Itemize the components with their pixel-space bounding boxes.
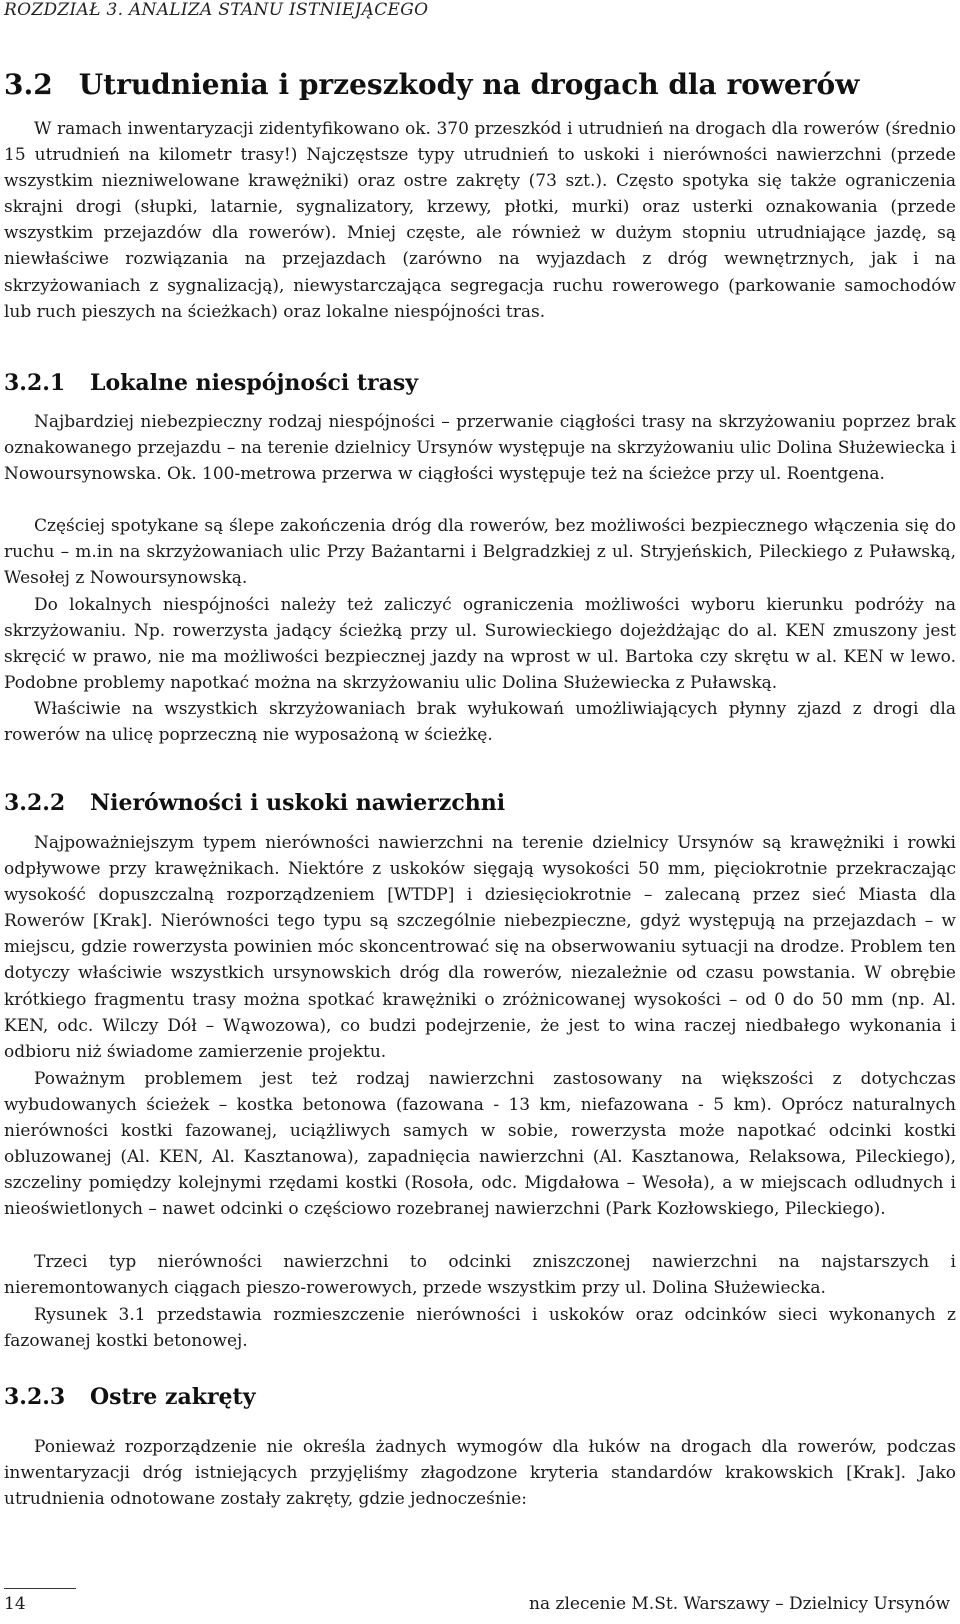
subsection-heading-lokalne	[4, 370, 418, 396]
page-number: 14	[4, 1594, 26, 1614]
subsection-title: Ostre zakręty	[90, 1384, 256, 1410]
intro-paragraph: W ramach inwentaryzacji zidentyfikowano ok. 370 przeszkód i utrudnień na drogach dla rowerów (średnio 15 utrudnień na kilometr trasy!) Najczęstsze typy utrudnień to uskoki i nierówności nawierzchni (przede wszystkim niezniwelowane krawężniki) oraz ostre zakręty (73 szt.). Często spotyka się także ograniczenia skrajni drogi (słupki, latarnie, sygnalizatory, krzewy, płotki, murki) oraz usterki oznakowania (przede wszystkim przejazdów dla rowerów). Mniej częste, ale również w dużym stopniu utrudniające jazdę, są niewłaściwe rozwiązania na przejazdach (zarówno na wyjazdach z dróg wewnętrznych, jak i na skrzyżowaniach z sygnalizacją), niewystarczająca segregacja ruchu rowerowego (parkowanie samochodów lub ruch pieszych na ścieżkach) oraz lokalne niespójności tras.	[4, 119, 956, 322]
paragraph: Najpoważniejszym typem nierówności nawierzchni na terenie dzielnicy Ursynów są krawężniki i rowki odpływowe przy krawężnikach. Niektóre z uskoków sięgają wysokości 50 mm, pięciokrotnie przekraczając wysokość dopuszczalną rozporządzeniem [WTDP] i dziesięciokrotnie – zalecaną przez sieć Miasta dla Rowerów [Krak]. Nierówności tego typu są szczególnie niebezpieczne, gdyż występują na przejazdach – w miejscu, gdzie rowerzysta powinien móc skoncentrować się na obserwowaniu sytuacji na drodze. Problem ten dotyczy właściwie wszystkich ursynowskich dróg dla rowerów, niezależnie od czasu powstania. W obrębie krótkiego fragmentu trasy można spotkać krawężniki o zróżnicowanej wysokości – od 0 do 50 mm (np. Al. KEN, odc. Wilczy Dół – Wąwozowa), co budzi podejrzenie, że jest to wina raczej niedbałego wykonania i odbioru niż świadome zamierzenie projektu.	[4, 833, 956, 1062]
subsection-title: Nierówności i uskoki nawierzchni	[90, 790, 506, 816]
footer-text: na zlecenie M.St. Warszawy – Dzielnicy Ursynów	[529, 1594, 950, 1614]
subsection-number: 3.2.2	[4, 790, 66, 816]
subsection-number: 3.2.3	[4, 1384, 66, 1410]
section-title: Utrudnienia i przeszkody na drogach dla rowerów	[78, 68, 860, 101]
paragraph: Poważnym problemem jest też rodzaj nawierzchni zastosowany na większości z dotychczas wybudowanych ścieżek – kostka betonowa (fazowana - 13 km, niefazowana - 5 km). Oprócz naturalnych nierówności kostki fazowanej, uciążliwych samych w sobie, rowerzysta może napotkać odcinki kostki obluzowanej (Al. KEN, Al. Kasztanowa), zapadnięcia nawierzchni (Al. Kasztanowa, Relaksowa, Pileckiego), szczeliny pomiędzy kolejnymi rzędami kostki (Rosoła, odc. Migdałowa – Wesoła), a w miejscach odludnych i nieoświetlonych – nawet odcinki o częściowo rozebranej nawierzchni (Park Kozłowskiego, Pileckiego).	[4, 1069, 956, 1220]
paragraph: Najbardziej niebezpieczny rodzaj niespójności – przerwanie ciągłości trasy na skrzyżowaniu poprzez brak oznakowanego przejazdu – na terenie dzielnicy Ursynów występuje na skrzyżowaniu ulic Dolina Służewiecka i Nowoursynowska. Ok. 100-metrowa przerwa w ciągłości występuje też na ścieżce przy ul. Roentgena.	[4, 412, 956, 485]
paragraph: Do lokalnych niespójności należy też zaliczyć ograniczenia możliwości wyboru kierunku podróży na skrzyżowaniu. Np. rowerzysta jadący ścieżką przy ul. Surowieckiego dojeżdżając do al. KEN zmuszony jest skręcić w prawo, nie ma możliwości bezpiecznej jazdy na wprost w ul. Bartoka czy skrętu w al. KEN w lewo. Podobne problemy napotkać można na skrzyżowaniu ulic Dolina Służewiecka z Puławską.	[4, 595, 956, 694]
subsection-heading-nierownosci	[4, 790, 505, 816]
running-header: ROZDZIAŁ 3. ANALIZA STANU ISTNIEJĄCEGO	[4, 0, 429, 20]
paragraph: Ponieważ rozporządzenie nie określa żadnych wymogów dla łuków na drogach dla rowerów, podczas inwentaryzacji dróg istniejących przyjęliśmy złagodzone kryteria standardów krakowskich [Krak]. Jako utrudnienia odnotowane zostały zakręty, gdzie jednocześnie:	[4, 1437, 956, 1510]
section-heading	[4, 68, 859, 101]
subsection-heading-zakrety	[4, 1384, 255, 1410]
section-number: 3.2	[4, 68, 53, 101]
subsection-title: Lokalne niespójności trasy	[90, 370, 419, 396]
paragraph: Trzeci typ nierówności nawierzchni to odcinki zniszczonej nawierzchni na najstarszych i nieremontowanych ciągach pieszo-rowerowych, przede wszystkim przy ul. Dolina Służewiecka.	[4, 1252, 956, 1299]
paragraph: Rysunek 3.1 przedstawia rozmieszczenie nierówności i uskoków oraz odcinków sieci wykonanych z fazowanej kostki betonowej.	[4, 1305, 956, 1352]
subsection-number: 3.2.1	[4, 370, 66, 396]
paragraph: Częściej spotykane są ślepe zakończenia dróg dla rowerów, bez możliwości bezpiecznego włączenia się do ruchu – m.in na skrzyżowaniach ulic Przy Bażantarni i Belgradzkiej z ul. Stryjeńskich, Pileckiego z Puławską, Wesołej z Nowoursynowską.	[4, 516, 956, 589]
paragraph: Właściwie na wszystkich skrzyżowaniach brak wyłukowań umożliwiających płynny zjazd z drogi dla rowerów na ulicę poprzeczną nie wyposażoną w ścieżkę.	[4, 699, 956, 746]
footer-rule	[4, 1588, 76, 1589]
